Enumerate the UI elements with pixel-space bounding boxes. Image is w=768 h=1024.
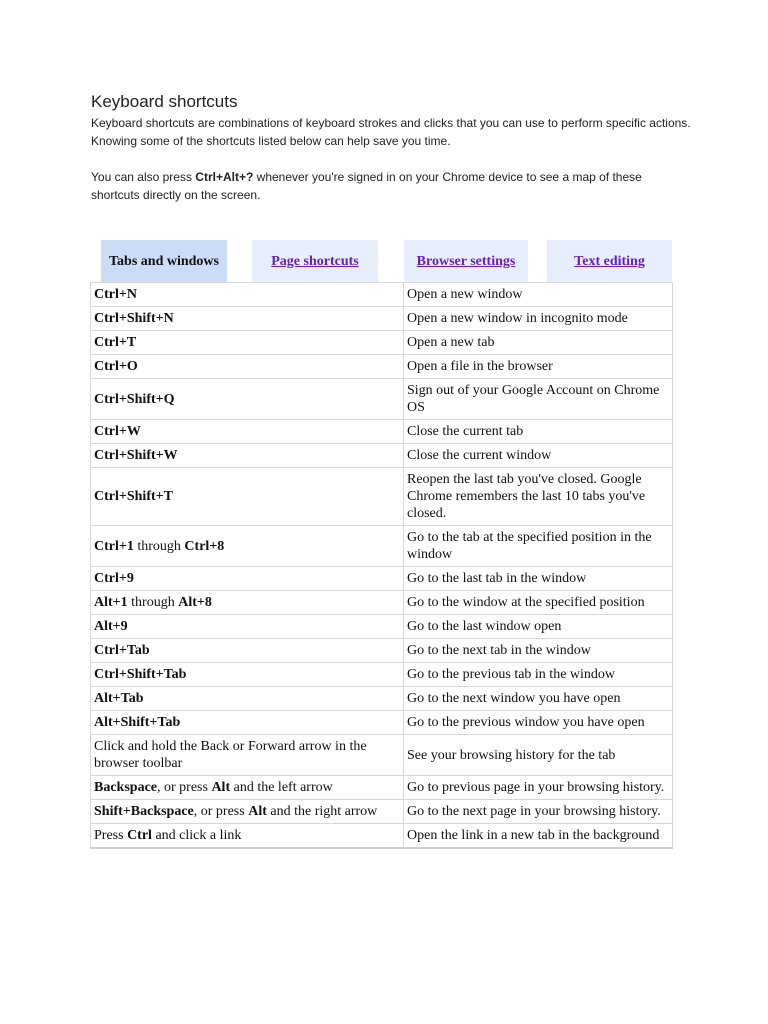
key-combo: Alt+1 — [94, 595, 128, 610]
shortcut-keys-cell — [91, 615, 404, 639]
key-combo: Ctrl — [127, 828, 152, 843]
shortcut-description-cell: Go to the next tab in the window — [404, 639, 673, 663]
shortcut-keys-cell — [91, 824, 404, 849]
table-row — [91, 526, 673, 567]
key-combo: Ctrl+W — [94, 424, 141, 439]
key-text: through — [127, 595, 179, 610]
shortcut-description-cell: Sign out of your Google Account on Chrome OS — [404, 379, 673, 420]
table-row — [91, 615, 673, 639]
shortcut-description-cell: Open a new tab — [404, 331, 673, 355]
shortcut-description-cell: See your browsing history for the tab — [404, 735, 673, 776]
shortcut-keys-cell — [91, 283, 404, 307]
map-suffix-text: whenever you're signed in on your Chrome device to see a map of these shortcuts directly on the screen. — [91, 170, 642, 202]
key-combo: Ctrl+Shift+T — [94, 489, 173, 504]
shortcut-description-cell: Open a file in the browser — [404, 355, 673, 379]
key-text: Click and hold the Back or Forward arrow in the browser toolbar — [94, 739, 367, 771]
table-row — [91, 711, 673, 735]
shortcut-map-paragraph — [91, 168, 691, 204]
key-combo: Alt+9 — [94, 619, 128, 634]
key-combo: Ctrl+O — [94, 359, 138, 374]
table-row — [91, 663, 673, 687]
shortcut-keys-cell — [91, 567, 404, 591]
key-combo: Backspace — [94, 780, 157, 795]
shortcut-keys-cell — [91, 735, 404, 776]
table-row — [91, 420, 673, 444]
key-combo: Alt+Tab — [94, 691, 144, 706]
page-title: Keyboard shortcuts — [91, 92, 238, 111]
shortcut-description-cell: Close the current window — [404, 444, 673, 468]
key-combo: Ctrl+Shift+N — [94, 311, 174, 326]
key-text: , or press — [157, 780, 212, 795]
intro-paragraph: Keyboard shortcuts are combinations of keyboard strokes and clicks that you can use to perform specific actions. Knowing some of the shortcuts listed below can help save you time. — [91, 116, 691, 148]
shortcut-keys-cell — [91, 307, 404, 331]
table-row — [91, 800, 673, 824]
table-row — [91, 331, 673, 355]
category-tabs — [0, 240, 768, 282]
tab-tabs-and-windows[interactable]: Tabs and windows — [101, 240, 227, 282]
table-row — [91, 735, 673, 776]
shortcut-description-cell: Go to the last tab in the window — [404, 567, 673, 591]
key-combo: Ctrl+Shift+Q — [94, 391, 175, 407]
key-text: , or press — [193, 804, 249, 819]
shortcuts-table-body — [91, 283, 673, 849]
table-row — [91, 355, 673, 379]
shortcut-description-cell: Go to the last window open — [404, 615, 673, 639]
table-row — [91, 824, 673, 849]
map-key-text: Ctrl+Alt+? — [195, 170, 254, 184]
key-text: and click a link — [151, 828, 242, 843]
shortcut-keys-cell — [91, 776, 404, 800]
table-row — [91, 444, 673, 468]
tab-browser-settings[interactable]: Browser settings — [404, 240, 528, 282]
key-text: through — [133, 538, 185, 554]
key-combo: Ctrl+8 — [184, 538, 225, 554]
shortcut-description-cell: Close the current tab — [404, 420, 673, 444]
shortcut-keys-cell — [91, 331, 404, 355]
key-text: and the left arrow — [230, 780, 333, 795]
shortcut-description-cell: Go to the previous tab in the window — [404, 663, 673, 687]
table-row — [91, 468, 673, 526]
shortcut-keys-cell — [91, 800, 404, 824]
tab-page-shortcuts[interactable]: Page shortcuts — [252, 240, 378, 282]
shortcut-description-cell: Go to the next window you have open — [404, 687, 673, 711]
shortcut-description-cell: Open a new window — [404, 283, 673, 307]
shortcut-keys-cell — [91, 687, 404, 711]
key-combo: Shift+Backspace — [94, 804, 194, 819]
table-row — [91, 379, 673, 420]
table-row — [91, 591, 673, 615]
table-row — [91, 687, 673, 711]
shortcut-keys-cell — [91, 639, 404, 663]
tab-text-editing[interactable]: Text editing — [547, 240, 672, 282]
shortcut-description-cell: Open a new window in incognito mode — [404, 307, 673, 331]
key-combo: Alt+Shift+Tab — [94, 715, 181, 730]
shortcut-description-cell: Go to the next page in your browsing history. — [404, 800, 673, 824]
shortcut-keys-cell — [91, 526, 404, 567]
key-combo: Ctrl+Shift+W — [94, 448, 178, 463]
key-combo: Alt+8 — [178, 595, 212, 610]
shortcut-keys-cell — [91, 355, 404, 379]
map-prefix-text: You can also press — [91, 170, 196, 184]
table-row — [91, 639, 673, 663]
key-text: and the right arrow — [266, 804, 378, 819]
table-row — [91, 283, 673, 307]
table-row — [91, 776, 673, 800]
shortcut-keys-cell — [91, 444, 404, 468]
key-combo: Ctrl+Shift+Tab — [94, 667, 187, 682]
table-row — [91, 567, 673, 591]
key-combo: Ctrl+N — [94, 287, 137, 302]
key-text: Press — [94, 828, 128, 843]
shortcut-keys-cell — [91, 420, 404, 444]
shortcut-keys-cell — [91, 711, 404, 735]
key-combo: Alt — [211, 780, 231, 795]
shortcut-description-cell: Go to previous page in your browsing history. — [404, 776, 673, 800]
shortcut-keys-cell — [91, 468, 404, 526]
shortcut-description-cell: Go to the window at the specified position — [404, 591, 673, 615]
key-combo: Alt — [248, 804, 267, 819]
key-combo: Ctrl+T — [94, 335, 137, 350]
shortcuts-table — [90, 282, 673, 849]
key-combo: Ctrl+9 — [94, 571, 134, 586]
shortcut-keys-cell — [91, 591, 404, 615]
shortcut-description-cell: Open the link in a new tab in the background — [404, 824, 673, 849]
shortcut-keys-cell — [91, 379, 404, 420]
shortcut-description-cell: Reopen the last tab you've closed. Google Chrome remembers the last 10 tabs you've closed. — [404, 468, 673, 526]
key-combo: Ctrl+1 — [94, 538, 134, 554]
table-row — [91, 307, 673, 331]
shortcut-description-cell: Go to the previous window you have open — [404, 711, 673, 735]
shortcut-keys-cell — [91, 663, 404, 687]
key-combo: Ctrl+Tab — [94, 643, 150, 658]
shortcut-description-cell: Go to the tab at the specified position in the window — [404, 526, 673, 567]
